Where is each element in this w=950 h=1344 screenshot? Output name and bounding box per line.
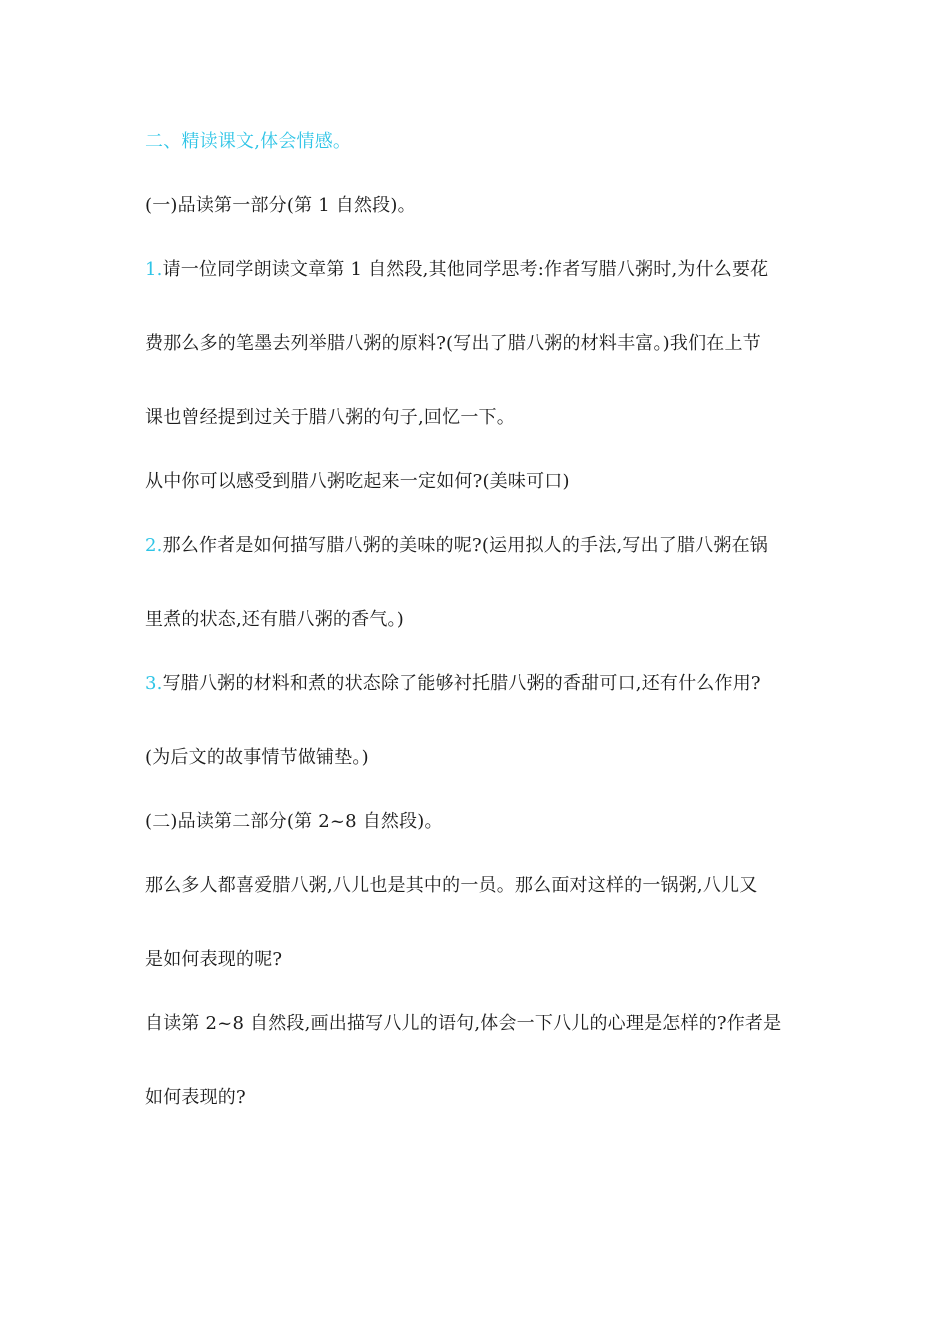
section-heading: 二、精读课文,体会情感。 — [145, 131, 352, 152]
q2-number: 2. — [145, 535, 163, 556]
part2-line-4: 如何表现的? — [145, 1087, 246, 1108]
q2-text-1: 那么作者是如何描写腊八粥的美味的呢?(运用拟人的手法,写出了腊八粥在锅 — [162, 535, 768, 556]
q3-line-1 — [145, 672, 761, 696]
part1-title: (一)品读第一部分(第 1 自然段)。 — [145, 195, 416, 216]
q2-line-2: 里煮的状态,还有腊八粥的香气。) — [145, 609, 404, 630]
q1-text-1: 请一位同学朗读文章第 1 自然段,其他同学思考:作者写腊八粥时,为什么要花 — [162, 259, 769, 280]
q3-line-2: (为后文的故事情节做铺垫。) — [145, 747, 369, 768]
q3-text-1: 写腊八粥的材料和煮的状态除了能够衬托腊八粥的香甜可口,还有什么作用? — [162, 673, 761, 694]
q3-number: 3. — [145, 673, 163, 694]
part2-title: (二)品读第二部分(第 2~8 自然段)。 — [145, 811, 443, 832]
part2-line-2: 是如何表现的呢? — [145, 949, 283, 970]
q1-line-2: 费那么多的笔墨去列举腊八粥的原料?(写出了腊八粥的材料丰富。)我们在上节 — [145, 333, 761, 354]
q1-line-3: 课也曾经提到过关于腊八粥的句子,回忆一下。 — [145, 407, 515, 428]
part2-line-1: 那么多人都喜爱腊八粥,八儿也是其中的一员。那么面对这样的一锅粥,八儿又 — [145, 875, 758, 896]
q1-number: 1. — [145, 259, 163, 280]
q2-line-1 — [145, 534, 768, 558]
part2-line-3: 自读第 2~8 自然段,画出描写八儿的语句,体会一下八儿的心理是怎样的?作者是 — [145, 1013, 782, 1034]
q1-line-1 — [145, 258, 768, 282]
q1-line-4: 从中你可以感受到腊八粥吃起来一定如何?(美味可口) — [145, 471, 570, 492]
